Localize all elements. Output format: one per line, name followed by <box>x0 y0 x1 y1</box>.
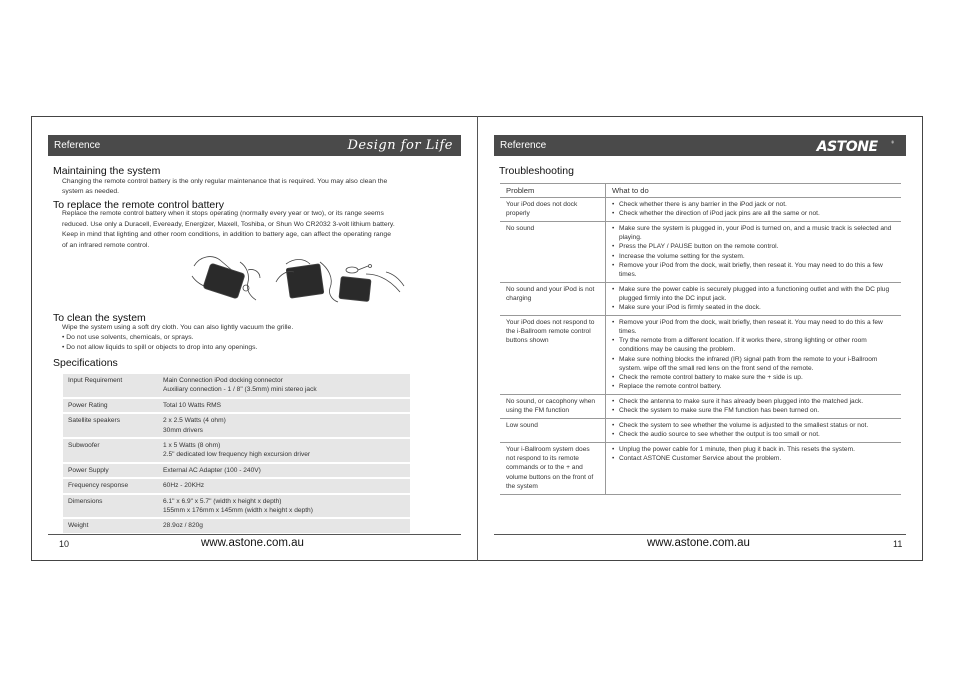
replace-battery-title: To replace the remote control battery <box>53 199 225 211</box>
list-item-text: Check the system to see whether the volume is adjusted to the smallest status or not. <box>619 422 869 430</box>
list-item: • Make sure your iPod is firmly seated in the dock. <box>612 304 761 312</box>
solution-cell <box>606 282 902 315</box>
problem-cell: No sound and your iPod is not charging <box>500 282 606 315</box>
spec-value <box>158 438 410 463</box>
spec-value-line: 30mm drivers <box>163 426 203 434</box>
text-line: Replace the remote control battery when it stops operating (normally every year or two), or its range seems <box>62 210 384 217</box>
table-row <box>63 413 410 438</box>
problem-cell: No sound, or cacophony when using the FM function <box>500 394 606 418</box>
list-item: • Check the system to make sure the FM function has been turned on. <box>612 406 820 414</box>
table-row <box>500 419 901 443</box>
problem-cell: No sound <box>500 222 606 283</box>
list-item: • Unplug the power cable for 1 minute, then plug it back in. This resets the system. <box>612 446 855 454</box>
list-item: • Press the PLAY / PAUSE button on the remote control. <box>612 243 779 251</box>
list-item-text: Check whether the direction of iPod jack pins are all the same or not. <box>619 210 820 218</box>
table-row <box>63 478 410 493</box>
spec-label: Subwoofer <box>63 438 158 463</box>
table-row <box>63 518 410 533</box>
right-header-label: Reference <box>500 140 547 151</box>
clean-title: To clean the system <box>53 312 146 324</box>
table-row <box>63 398 410 413</box>
text-line: Keep in mind that lighting and other room conditions, in addition to battery age, can affect the operating range <box>62 231 391 238</box>
table-header-row <box>500 184 901 198</box>
problem-cell: Your iPod does not dock properly <box>500 198 606 222</box>
troubleshooting-table <box>500 183 901 495</box>
list-item: • Do not allow liquids to spill or objects to drop into any openings. <box>62 344 258 352</box>
table-row <box>500 443 901 494</box>
list-item-text: Press the PLAY / PAUSE button on the remote control. <box>619 243 779 251</box>
troubleshooting-title: Troubleshooting <box>499 165 574 177</box>
list-item: • Check whether there is any barrier in the iPod jack or not. <box>612 201 787 209</box>
list-item-text: Remove your iPod from the dock, wait briefly, then reseat it. You may need to do this a few times. <box>619 261 883 278</box>
spec-label: Input Requirement <box>63 374 158 398</box>
spec-label: Frequency response <box>63 478 158 493</box>
solution-cell <box>606 419 902 443</box>
list-item-text: Unplug the power cable for 1 minute, then plug it back in. This resets the system. <box>619 446 855 454</box>
solution-cell <box>606 443 902 494</box>
left-header-label: Reference <box>54 140 101 151</box>
list-item: • Check the system to see whether the volume is adjusted to the smallest status or not. <box>612 422 869 430</box>
solution-cell <box>606 198 902 222</box>
svg-text:®: ® <box>890 140 895 145</box>
list-item: • Make sure the power cable is securely plugged into a functioning outlet and with the DC plug plugged firmly into the DC input jack. <box>612 285 890 302</box>
right-page-number: 11 <box>893 539 903 549</box>
tagline: Design for Life <box>347 138 453 153</box>
specifications-table <box>63 374 410 535</box>
list-item: • Check the audio source to see whether the output is too small or not. <box>612 431 820 439</box>
list-item: • Check whether the direction of iPod jack pins are all the same or not. <box>612 210 820 218</box>
spec-value-line: 60Hz - 20KHz <box>163 482 205 490</box>
list-item: • Check the remote control battery to make sure the + side is up. <box>612 373 803 381</box>
spec-value <box>158 413 410 438</box>
left-page-number: 10 <box>59 539 70 549</box>
table-row <box>500 282 901 315</box>
solution-cell <box>606 394 902 418</box>
maintaining-title: Maintaining the system <box>53 165 161 177</box>
spec-value <box>158 398 410 413</box>
list-item-text: Make sure your iPod is firmly seated in the dock. <box>619 304 761 312</box>
table-row <box>500 198 901 222</box>
spec-value <box>158 463 410 478</box>
spec-value-line: 155mm x 176mm x 145mm (width x height x depth) <box>163 507 313 515</box>
problem-cell: Your i-Ballroom system does not respond to its remote commands or to the + and volume buttons on the front of the system <box>500 443 606 494</box>
right-header-bar <box>494 135 906 156</box>
right-footer-rule <box>494 534 906 535</box>
spec-label: Power Supply <box>63 463 158 478</box>
list-item: • Increase the volume setting for the system. <box>612 252 745 260</box>
problem-cell: Your iPod does not respond to the i-Ballroom remote control buttons shown <box>500 316 606 395</box>
list-item: • Try the remote from a different location. If it works there, strong lighting or other room conditions may be causing the problem. <box>612 337 867 354</box>
spec-value-line: 6.1" x 6.9" x 5.7" (width x height x depth) <box>163 497 282 505</box>
spec-value <box>158 518 410 533</box>
page-divider <box>477 116 478 561</box>
spec-value-line: 28.9oz / 820g <box>163 522 203 530</box>
astone-logo <box>814 138 898 153</box>
replace-battery-text <box>62 209 395 251</box>
table-row <box>63 494 410 519</box>
text-line: Changing the remote control battery is the only regular maintenance that is required. You may also clean the <box>62 178 388 185</box>
specifications-title: Specifications <box>53 357 118 369</box>
spec-value-line: 1 x 5 Watts (8 ohm) <box>163 442 221 450</box>
list-item-text: Replace the remote control battery. <box>619 382 722 390</box>
spec-label: Power Rating <box>63 398 158 413</box>
list-item-text: Contact ASTONE Customer Service about the problem. <box>619 455 782 463</box>
problem-cell: Low sound <box>500 419 606 443</box>
spec-label: Satellite speakers <box>63 413 158 438</box>
left-header-bar <box>48 135 461 156</box>
list-item: • Check the antenna to make sure it has already been plugged into the matched jack. <box>612 397 864 405</box>
list-item-text: Check the antenna to make sure it has already been plugged into the matched jack. <box>619 397 864 405</box>
text-line: Wipe the system using a soft dry cloth. You can also lightly vacuum the grille. <box>62 324 294 331</box>
maintaining-text <box>62 177 387 198</box>
list-item-text: Increase the volume setting for the system. <box>619 252 745 260</box>
spec-label: Dimensions <box>63 494 158 519</box>
logo-text: ASTONE <box>816 139 878 153</box>
list-item: • Do not use solvents, chemicals, or sprays. <box>62 334 194 342</box>
text-line: of an infrared remote control. <box>62 241 150 249</box>
list-item-text: Check the audio source to see whether the output is too small or not. <box>619 431 820 439</box>
solution-column-header: What to do <box>606 184 902 198</box>
spec-label: Weight <box>63 518 158 533</box>
table-row <box>63 438 410 463</box>
spec-value <box>158 478 410 493</box>
table-row <box>63 463 410 478</box>
battery-replacement-illustration <box>190 252 406 304</box>
table-row <box>63 374 410 398</box>
list-item-text: Check the remote control battery to make sure the + side is up. <box>619 373 803 381</box>
list-item: • Replace the remote control battery. <box>612 382 722 390</box>
left-website-url: www.astone.com.au <box>201 537 304 549</box>
list-item-text: Try the remote from a different location. If it works there, strong lighting or other room conditions may be causing the problem. <box>619 337 867 354</box>
problem-column-header: Problem <box>500 184 606 198</box>
list-item-text: Remove your iPod from the dock, wait briefly, then reseat it. You may need to do this a few times. <box>619 319 883 336</box>
spec-value-line: 2 x 2.5 Watts (4 ohm) <box>163 417 226 425</box>
left-footer-rule <box>48 534 461 535</box>
solution-cell <box>606 316 902 395</box>
table-row <box>500 316 901 395</box>
list-item-text: Check the system to make sure the FM function has been turned on. <box>619 406 820 414</box>
list-item-text: Check whether there is any barrier in the iPod jack or not. <box>619 201 787 209</box>
clean-text <box>62 323 293 354</box>
spec-value-line: Total 10 Watts RMS <box>163 401 222 409</box>
list-item: • Contact ASTONE Customer Service about the problem. <box>612 455 782 463</box>
spec-value <box>158 494 410 519</box>
spec-value-line: External AC Adapter (100 - 240V) <box>163 466 261 474</box>
solution-cell <box>606 222 902 283</box>
list-item-text: Make sure the system is plugged in, your iPod is turned on, and a music track is selected and playing. <box>619 225 892 242</box>
list-item: • Make sure nothing blocks the infrared (IR) signal path from the remote to your i-Ballroom system. wipe off the small red lens on the front send of the remote. <box>612 355 878 372</box>
spec-value-line: Main Connection iPod docking connector <box>163 377 283 384</box>
spec-value-line: Auxiliary connection - 1 / 8" (3.5mm) mini stereo jack <box>163 386 317 394</box>
list-item: • Remove your iPod from the dock, wait briefly, then reseat it. You may need to do this a few times. <box>612 261 883 278</box>
table-row <box>500 222 901 283</box>
spec-value-line: 2.5" dedicated low frequency high excursion driver <box>163 451 311 459</box>
table-row <box>500 394 901 418</box>
spec-value <box>158 374 410 398</box>
list-item: • Make sure the system is plugged in, your iPod is turned on, and a music track is selected and playing. <box>612 225 892 242</box>
list-item: • Remove your iPod from the dock, wait briefly, then reseat it. You may need to do this a few times. <box>612 319 883 336</box>
list-item-text: Make sure nothing blocks the infrared (IR) signal path from the remote to your i-Ballroom system. wipe off the small red lens on the front send of the remote. <box>619 355 878 372</box>
text-line: reduced. Use only a Duracell, Eveready, Energizer, Maxell, Toshiba, or Shun Wo CR2032 3-volt lithium battery. <box>62 220 395 228</box>
text-line: system as needed. <box>62 188 120 196</box>
right-website-url: www.astone.com.au <box>647 537 750 549</box>
list-item-text: Make sure the power cable is securely plugged into a functioning outlet and with the DC plug plugged firmly into the DC input jack. <box>619 285 890 302</box>
